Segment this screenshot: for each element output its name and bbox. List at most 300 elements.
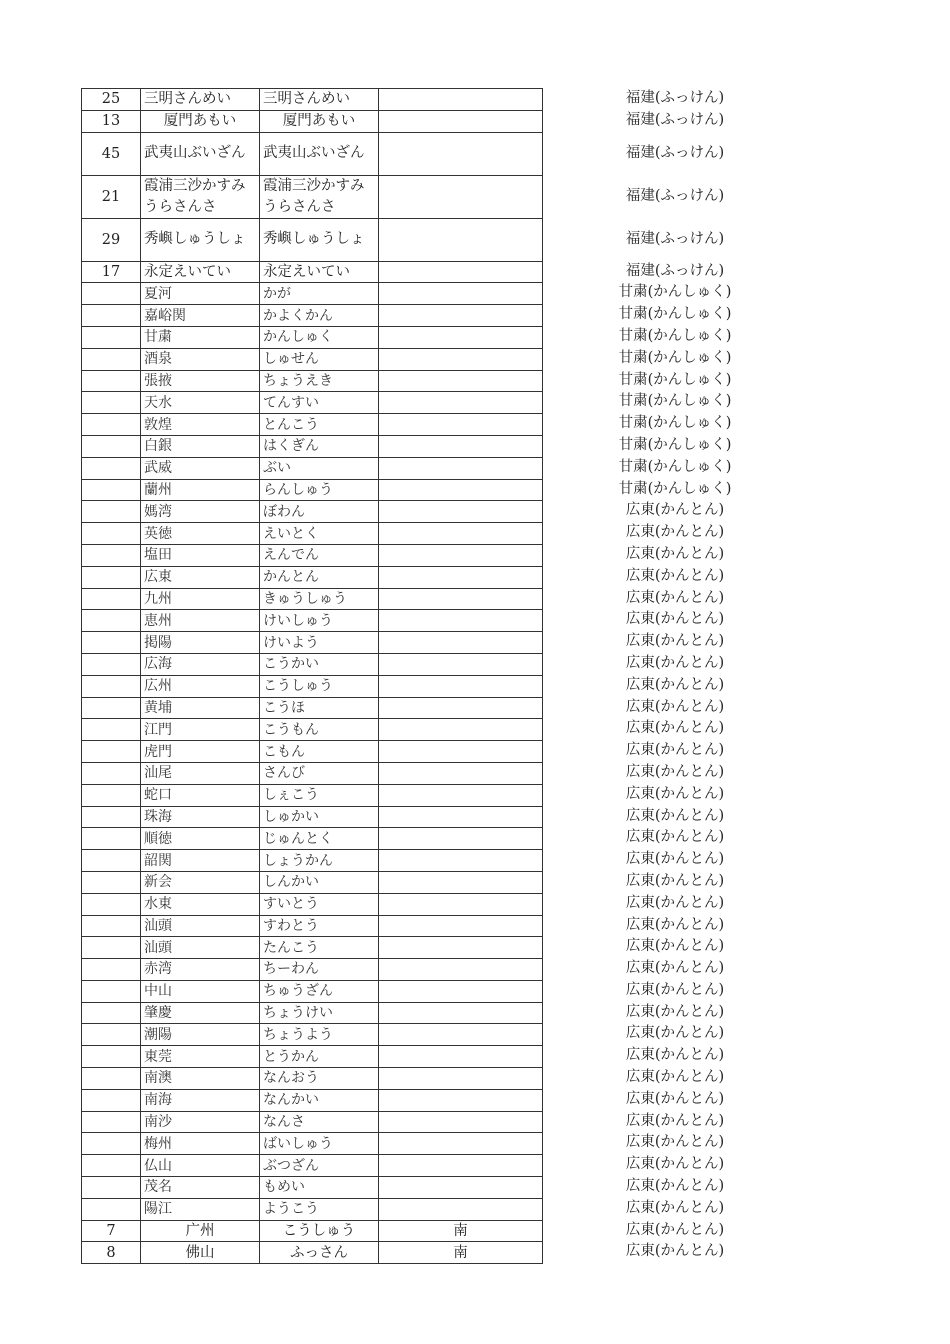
table-row — [82, 1002, 543, 1024]
place-name-cell: 肇慶 — [141, 1002, 260, 1024]
row-number-cell: 17 — [82, 261, 141, 283]
row-number-cell — [82, 741, 141, 763]
province-label: 広東(かんとん) — [625, 611, 725, 628]
reading-cell: なんかい — [260, 1089, 379, 1111]
reading-cell: こうしゅう — [260, 675, 379, 697]
place-name-cell: 中山 — [141, 980, 260, 1002]
direction-cell — [379, 632, 543, 654]
table-row — [82, 283, 543, 305]
reading-cell: きゅうしゅう — [260, 588, 379, 610]
table-row — [82, 1177, 543, 1199]
province-label: 福建(ふっけん) — [625, 90, 725, 106]
place-name-cell: 媽湾 — [141, 501, 260, 523]
reading-cell: ちょうよう — [260, 1024, 379, 1046]
direction-cell — [379, 1089, 543, 1111]
table-row — [82, 110, 543, 132]
table-row — [82, 1220, 543, 1242]
province-label: 福建(ふっけん) — [625, 262, 725, 279]
direction-cell — [379, 392, 543, 414]
table-row — [82, 719, 543, 741]
table-row — [82, 741, 543, 763]
reading-cell: たんこう — [260, 937, 379, 959]
reading-cell: じゅんとく — [260, 828, 379, 850]
table-row — [82, 784, 543, 806]
reading-cell: しぇこう — [260, 784, 379, 806]
province-label: 広東(かんとん) — [625, 742, 725, 759]
place-name-cell: 英徳 — [141, 523, 260, 545]
place-name-cell: 蛇口 — [141, 784, 260, 806]
province-label: 広東(かんとん) — [625, 1112, 725, 1129]
province-label: 広東(かんとん) — [625, 1243, 725, 1260]
province-column — [560, 88, 790, 1263]
province-label: 甘粛(かんしゅく) — [618, 458, 732, 475]
province-label: 甘粛(かんしゅく) — [618, 371, 732, 388]
place-name-cell: 汕頭 — [141, 937, 260, 959]
province-label: 甘粛(かんしゅく) — [618, 349, 732, 366]
table-row — [82, 915, 543, 937]
place-name-cell: 甘粛 — [141, 326, 260, 348]
place-name-cell: 三明さんめい — [141, 89, 260, 111]
reading-cell: すいとう — [260, 893, 379, 915]
reading-cell: かんとん — [260, 566, 379, 588]
reading-cell: ようこう — [260, 1198, 379, 1220]
reading-cell: えいとく — [260, 523, 379, 545]
row-number-cell — [82, 501, 141, 523]
place-name-cell: 黄埔 — [141, 697, 260, 719]
reading-cell: えんでん — [260, 544, 379, 566]
direction-cell — [379, 893, 543, 915]
row-number-cell — [82, 762, 141, 784]
reading-cell: かが — [260, 283, 379, 305]
place-name-cell: 茂名 — [141, 1177, 260, 1199]
row-number-cell — [82, 893, 141, 915]
province-label: 広東(かんとん) — [625, 916, 725, 933]
row-number-cell — [82, 370, 141, 392]
province-label: 広東(かんとん) — [625, 524, 725, 541]
reading-cell: こうしゅう — [260, 1220, 379, 1242]
row-number-cell: 25 — [82, 89, 141, 111]
row-number-cell: 45 — [82, 132, 141, 175]
place-name-cell: 南澳 — [141, 1068, 260, 1090]
place-name-cell: 新会 — [141, 871, 260, 893]
reading-cell: ちょうえき — [260, 370, 379, 392]
reading-cell: こうかい — [260, 653, 379, 675]
direction-cell — [379, 871, 543, 893]
province-label: 甘粛(かんしゅく) — [618, 436, 732, 453]
table-row — [82, 1242, 543, 1264]
reading-cell: 秀嶼しゅうしょ — [260, 218, 379, 261]
row-number-cell — [82, 915, 141, 937]
province-label: 広東(かんとん) — [625, 1221, 725, 1238]
reading-cell: こうほ — [260, 697, 379, 719]
place-name-cell: 佛山 — [141, 1242, 260, 1264]
row-number-cell — [82, 392, 141, 414]
row-number-cell — [82, 806, 141, 828]
table-row — [82, 632, 543, 654]
province-label: 甘粛(かんしゅく) — [618, 480, 732, 497]
reading-cell: なんおう — [260, 1068, 379, 1090]
table-row — [82, 479, 543, 501]
place-name-cell: 虎門 — [141, 741, 260, 763]
row-number-cell — [82, 479, 141, 501]
row-number-cell — [82, 457, 141, 479]
place-name-cell: 陽江 — [141, 1198, 260, 1220]
reading-cell: なんさ — [260, 1111, 379, 1133]
reading-cell: しんかい — [260, 871, 379, 893]
row-number-cell — [82, 326, 141, 348]
place-name-cell: 武夷山ぶいざん — [141, 132, 260, 175]
row-number-cell — [82, 566, 141, 588]
table-row — [82, 1133, 543, 1155]
place-name-cell: 潮陽 — [141, 1024, 260, 1046]
direction-cell — [379, 959, 543, 981]
place-name-cell: 霞浦三沙かすみうらさんさ — [141, 175, 260, 218]
province-label: 広東(かんとん) — [625, 502, 725, 519]
row-number-cell — [82, 784, 141, 806]
row-number-cell — [82, 1155, 141, 1177]
province-label: 甘粛(かんしゅく) — [618, 393, 732, 410]
reading-cell: けいよう — [260, 632, 379, 654]
place-name-cell: 広州 — [141, 675, 260, 697]
row-number-cell — [82, 675, 141, 697]
direction-cell — [379, 501, 543, 523]
table-row — [82, 588, 543, 610]
province-label: 広東(かんとん) — [625, 894, 725, 911]
place-name-cell: 汕頭 — [141, 915, 260, 937]
province-label: 広東(かんとん) — [625, 1199, 725, 1216]
place-name-cell: 夏河 — [141, 283, 260, 305]
direction-cell — [379, 566, 543, 588]
reading-cell: 厦門あもい — [260, 110, 379, 132]
place-name-cell: 広東 — [141, 566, 260, 588]
place-name-cell: 嘉峪関 — [141, 305, 260, 327]
reading-cell: しゅせん — [260, 348, 379, 370]
reading-cell: 永定えいてい — [260, 261, 379, 283]
province-label: 福建(ふっけん) — [625, 187, 725, 204]
direction-cell — [379, 1024, 543, 1046]
row-number-cell — [82, 937, 141, 959]
table-row — [82, 1068, 543, 1090]
province-label: 広東(かんとん) — [625, 545, 725, 562]
reading-cell: けいしゅう — [260, 610, 379, 632]
row-number-cell: 7 — [82, 1220, 141, 1242]
table-row — [82, 566, 543, 588]
place-name-cell: 酒泉 — [141, 348, 260, 370]
row-number-cell — [82, 283, 141, 305]
place-name-cell: 珠海 — [141, 806, 260, 828]
place-name-cell: 永定えいてい — [141, 261, 260, 283]
province-label: 福建(ふっけん) — [625, 144, 725, 161]
table-row — [82, 414, 543, 436]
direction-cell — [379, 588, 543, 610]
province-label: 広東(かんとん) — [625, 720, 725, 737]
table-row — [82, 675, 543, 697]
direction-cell — [379, 719, 543, 741]
row-number-cell: 8 — [82, 1242, 141, 1264]
direction-cell — [379, 762, 543, 784]
direction-cell — [379, 89, 543, 111]
table-row — [82, 959, 543, 981]
row-number-cell — [82, 653, 141, 675]
direction-cell — [379, 479, 543, 501]
table-row — [82, 305, 543, 327]
row-number-cell — [82, 1133, 141, 1155]
direction-cell — [379, 305, 543, 327]
place-name-cell: 九州 — [141, 588, 260, 610]
reading-cell: かよくかん — [260, 305, 379, 327]
place-name-cell: 掲陽 — [141, 632, 260, 654]
row-number-cell — [82, 980, 141, 1002]
table-row — [82, 326, 543, 348]
reading-cell: ぼわん — [260, 501, 379, 523]
direction-cell — [379, 175, 543, 218]
province-label: 広東(かんとん) — [625, 763, 725, 780]
direction-cell — [379, 980, 543, 1002]
table-row — [82, 871, 543, 893]
row-number-cell — [82, 1068, 141, 1090]
place-name-cell: 江門 — [141, 719, 260, 741]
province-label: 広東(かんとん) — [625, 1047, 725, 1064]
place-name-cell: 南海 — [141, 1089, 260, 1111]
table-row — [82, 370, 543, 392]
table-row — [82, 348, 543, 370]
province-label: 広東(かんとん) — [625, 1134, 725, 1151]
direction-cell — [379, 850, 543, 872]
place-name-cell: 塩田 — [141, 544, 260, 566]
direction-cell — [379, 218, 543, 261]
province-label: 広東(かんとん) — [625, 829, 725, 846]
row-number-cell — [82, 719, 141, 741]
direction-cell — [379, 457, 543, 479]
place-name-cell: 赤湾 — [141, 959, 260, 981]
reading-cell: ふっさん — [260, 1242, 379, 1264]
direction-cell — [379, 653, 543, 675]
reading-cell: しょうかん — [260, 850, 379, 872]
table-row — [82, 610, 543, 632]
direction-cell — [379, 806, 543, 828]
direction-cell — [379, 544, 543, 566]
place-name-cell: 梅州 — [141, 1133, 260, 1155]
row-number-cell — [82, 544, 141, 566]
direction-cell — [379, 110, 543, 132]
reading-cell: すわとう — [260, 915, 379, 937]
row-number-cell — [82, 871, 141, 893]
province-label: 甘粛(かんしゅく) — [618, 415, 732, 432]
place-name-table — [81, 88, 543, 1264]
place-name-cell: 張掖 — [141, 370, 260, 392]
table-row — [82, 850, 543, 872]
province-label: 甘粛(かんしゅく) — [618, 306, 732, 323]
table-row — [82, 501, 543, 523]
place-name-cell: 恵州 — [141, 610, 260, 632]
row-number-cell — [82, 305, 141, 327]
table-row — [82, 937, 543, 959]
direction-cell — [379, 414, 543, 436]
province-label: 広東(かんとん) — [625, 698, 725, 715]
row-number-cell: 21 — [82, 175, 141, 218]
row-number-cell — [82, 1111, 141, 1133]
direction-cell — [379, 435, 543, 457]
direction-cell — [379, 741, 543, 763]
reading-cell: はくぎん — [260, 435, 379, 457]
table-row — [82, 457, 543, 479]
row-number-cell — [82, 1024, 141, 1046]
row-number-cell — [82, 1198, 141, 1220]
province-label: 広東(かんとん) — [625, 981, 725, 998]
place-name-cell: 韶関 — [141, 850, 260, 872]
reading-cell: ちゅうざん — [260, 980, 379, 1002]
province-label: 広東(かんとん) — [625, 872, 725, 889]
reading-cell: とうかん — [260, 1046, 379, 1068]
province-label: 広東(かんとん) — [625, 1090, 725, 1107]
place-name-cell: 白銀 — [141, 435, 260, 457]
reading-cell: こうもん — [260, 719, 379, 741]
reading-cell: ちーわん — [260, 959, 379, 981]
province-label: 広東(かんとん) — [625, 1178, 725, 1195]
row-number-cell: 29 — [82, 218, 141, 261]
place-name-cell: 広海 — [141, 653, 260, 675]
reading-cell: ばいしゅう — [260, 1133, 379, 1155]
table-row — [82, 1198, 543, 1220]
reading-cell: てんすい — [260, 392, 379, 414]
direction-cell — [379, 1133, 543, 1155]
row-number-cell — [82, 1177, 141, 1199]
province-label: 広東(かんとん) — [625, 1003, 725, 1020]
direction-cell — [379, 1111, 543, 1133]
direction-cell — [379, 326, 543, 348]
direction-cell — [379, 1198, 543, 1220]
reading-cell: 霞浦三沙かすみうらさんさ — [260, 175, 379, 218]
row-number-cell — [82, 1089, 141, 1111]
row-number-cell — [82, 435, 141, 457]
row-number-cell — [82, 414, 141, 436]
table-row — [82, 392, 543, 414]
direction-cell — [379, 1177, 543, 1199]
reading-cell: とんこう — [260, 414, 379, 436]
reading-cell: さんび — [260, 762, 379, 784]
row-number-cell — [82, 588, 141, 610]
table-row — [82, 435, 543, 457]
province-label: 広東(かんとん) — [625, 676, 725, 693]
province-label: 広東(かんとん) — [625, 1156, 725, 1173]
direction-cell — [379, 937, 543, 959]
reading-cell: こもん — [260, 741, 379, 763]
direction-cell — [379, 1046, 543, 1068]
province-label: 甘粛(かんしゅく) — [618, 284, 732, 301]
table-body — [82, 89, 543, 1264]
direction-cell — [379, 132, 543, 175]
table-row — [82, 544, 543, 566]
table-row — [82, 132, 543, 175]
table-row — [82, 762, 543, 784]
table-row — [82, 697, 543, 719]
table-row — [82, 1024, 543, 1046]
province-label: 広東(かんとん) — [625, 960, 725, 977]
province-label: 広東(かんとん) — [625, 938, 725, 955]
direction-cell — [379, 348, 543, 370]
direction-cell — [379, 370, 543, 392]
direction-cell — [379, 675, 543, 697]
province-label: 広東(かんとん) — [625, 785, 725, 802]
table-row — [82, 1155, 543, 1177]
province-label: 広東(かんとん) — [625, 589, 725, 606]
direction-cell — [379, 610, 543, 632]
direction-cell — [379, 915, 543, 937]
reading-cell: 三明さんめい — [260, 89, 379, 111]
table-row — [82, 89, 543, 111]
row-number-cell — [82, 697, 141, 719]
table-row — [82, 175, 543, 218]
reading-cell: ちょうけい — [260, 1002, 379, 1024]
table-row — [82, 893, 543, 915]
province-label: 広東(かんとん) — [625, 654, 725, 671]
place-name-cell: 汕尾 — [141, 762, 260, 784]
place-name-cell: 蘭州 — [141, 479, 260, 501]
reading-cell: かんしゅく — [260, 326, 379, 348]
direction-cell — [379, 1155, 543, 1177]
place-name-cell: 水東 — [141, 893, 260, 915]
direction-cell — [379, 523, 543, 545]
reading-cell: ぶい — [260, 457, 379, 479]
place-name-cell: 敦煌 — [141, 414, 260, 436]
row-number-cell — [82, 850, 141, 872]
direction-cell — [379, 784, 543, 806]
table-row — [82, 980, 543, 1002]
table-row — [82, 261, 543, 283]
row-number-cell — [82, 348, 141, 370]
direction-cell — [379, 283, 543, 305]
place-name-cell: 東莞 — [141, 1046, 260, 1068]
table-row — [82, 523, 543, 545]
place-name-cell: 順徳 — [141, 828, 260, 850]
table-row — [82, 828, 543, 850]
direction-cell — [379, 828, 543, 850]
row-number-cell: 13 — [82, 110, 141, 132]
table-row — [82, 653, 543, 675]
reading-cell: らんしゅう — [260, 479, 379, 501]
row-number-cell — [82, 610, 141, 632]
province-label: 広東(かんとん) — [625, 851, 725, 868]
row-number-cell — [82, 632, 141, 654]
row-number-cell — [82, 523, 141, 545]
reading-cell: 武夷山ぶいざん — [260, 132, 379, 175]
province-label: 広東(かんとん) — [625, 567, 725, 584]
direction-cell — [379, 261, 543, 283]
province-label: 広東(かんとん) — [625, 1069, 725, 1086]
province-label: 広東(かんとん) — [625, 1025, 725, 1042]
table-row — [82, 218, 543, 261]
province-label: 広東(かんとん) — [625, 807, 725, 824]
table-row — [82, 1046, 543, 1068]
row-number-cell — [82, 1002, 141, 1024]
place-name-cell: 秀嶼しゅうしょ — [141, 218, 260, 261]
reading-cell: ぶつざん — [260, 1155, 379, 1177]
reading-cell: もめい — [260, 1177, 379, 1199]
direction-cell — [379, 1068, 543, 1090]
table-row — [82, 1111, 543, 1133]
province-label: 福建(ふっけん) — [625, 230, 725, 247]
province-label: 広東(かんとん) — [625, 633, 725, 650]
place-name-cell: 仏山 — [141, 1155, 260, 1177]
place-name-cell: 南沙 — [141, 1111, 260, 1133]
table-row — [82, 1089, 543, 1111]
place-name-cell: 广州 — [141, 1220, 260, 1242]
reading-cell: しゅかい — [260, 806, 379, 828]
direction-cell: 南 — [379, 1242, 543, 1264]
table-row — [82, 806, 543, 828]
row-number-cell — [82, 1046, 141, 1068]
province-label: 甘粛(かんしゅく) — [618, 327, 732, 344]
